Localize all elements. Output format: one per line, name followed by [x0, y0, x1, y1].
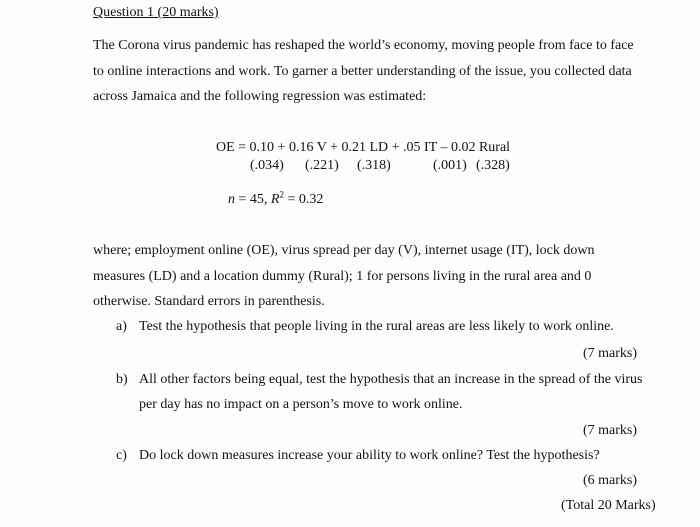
part-c-text: Do lock down measures increase your ability to work online? Test the hypothesis? [139, 448, 600, 463]
part-a-label: a) [116, 319, 127, 334]
part-b-label: b) [116, 372, 128, 387]
r-squared-value: = 0.32 [283, 192, 324, 207]
n-symbol: n [228, 192, 235, 207]
standard-error-it: (.318) [357, 158, 391, 173]
definition-line-2: measures (LD) and a location dummy (Rural); 1 for persons living in the rural area and 0 [93, 269, 592, 284]
n-value: = 45, [235, 192, 271, 207]
intro-line-3: across Jamaica and the following regression was estimated: [93, 89, 427, 104]
r-squared-symbol: R [270, 192, 280, 207]
r-squared-exponent: 2 [279, 189, 284, 200]
part-c-label: c) [116, 448, 127, 463]
intro-line-1: The Corona virus pandemic has reshaped the world’s economy, moving people from face to face [93, 38, 634, 53]
part-c-marks: (6 marks) [583, 473, 638, 488]
model-statistics [228, 189, 324, 208]
definition-line-3: otherwise. Standard errors in parenthesis. [93, 294, 325, 309]
definition-line-1: where; employment online (OE), virus spread per day (V), internet usage (IT), lock down [93, 243, 595, 258]
total-marks: (Total 20 Marks) [561, 498, 656, 513]
part-b-text-line-1: All other factors being equal, test the hypothesis that an increase in the spread of the virus [139, 372, 643, 387]
standard-error-rural-2: (.328) [476, 158, 510, 173]
intro-line-2: to online interactions and work. To garner a better understanding of the issue, you collected data [93, 64, 632, 79]
part-a-marks: (7 marks) [583, 346, 638, 361]
part-a-text: Test the hypothesis that people living in the rural areas are less likely to work online. [139, 319, 614, 334]
standard-error-v: (.034) [250, 158, 284, 173]
part-b-marks: (7 marks) [583, 423, 638, 438]
standard-error-rural-1: (.001) [433, 158, 467, 173]
standard-error-ld: (.221) [305, 158, 339, 173]
question-heading: Question 1 (20 marks) [93, 5, 219, 20]
part-b-text-line-2: per day has no impact on a person’s move to work online. [139, 397, 463, 412]
regression-equation: OE = 0.10 + 0.16 V + 0.21 LD + .05 IT – 0.02 Rural [216, 140, 511, 155]
